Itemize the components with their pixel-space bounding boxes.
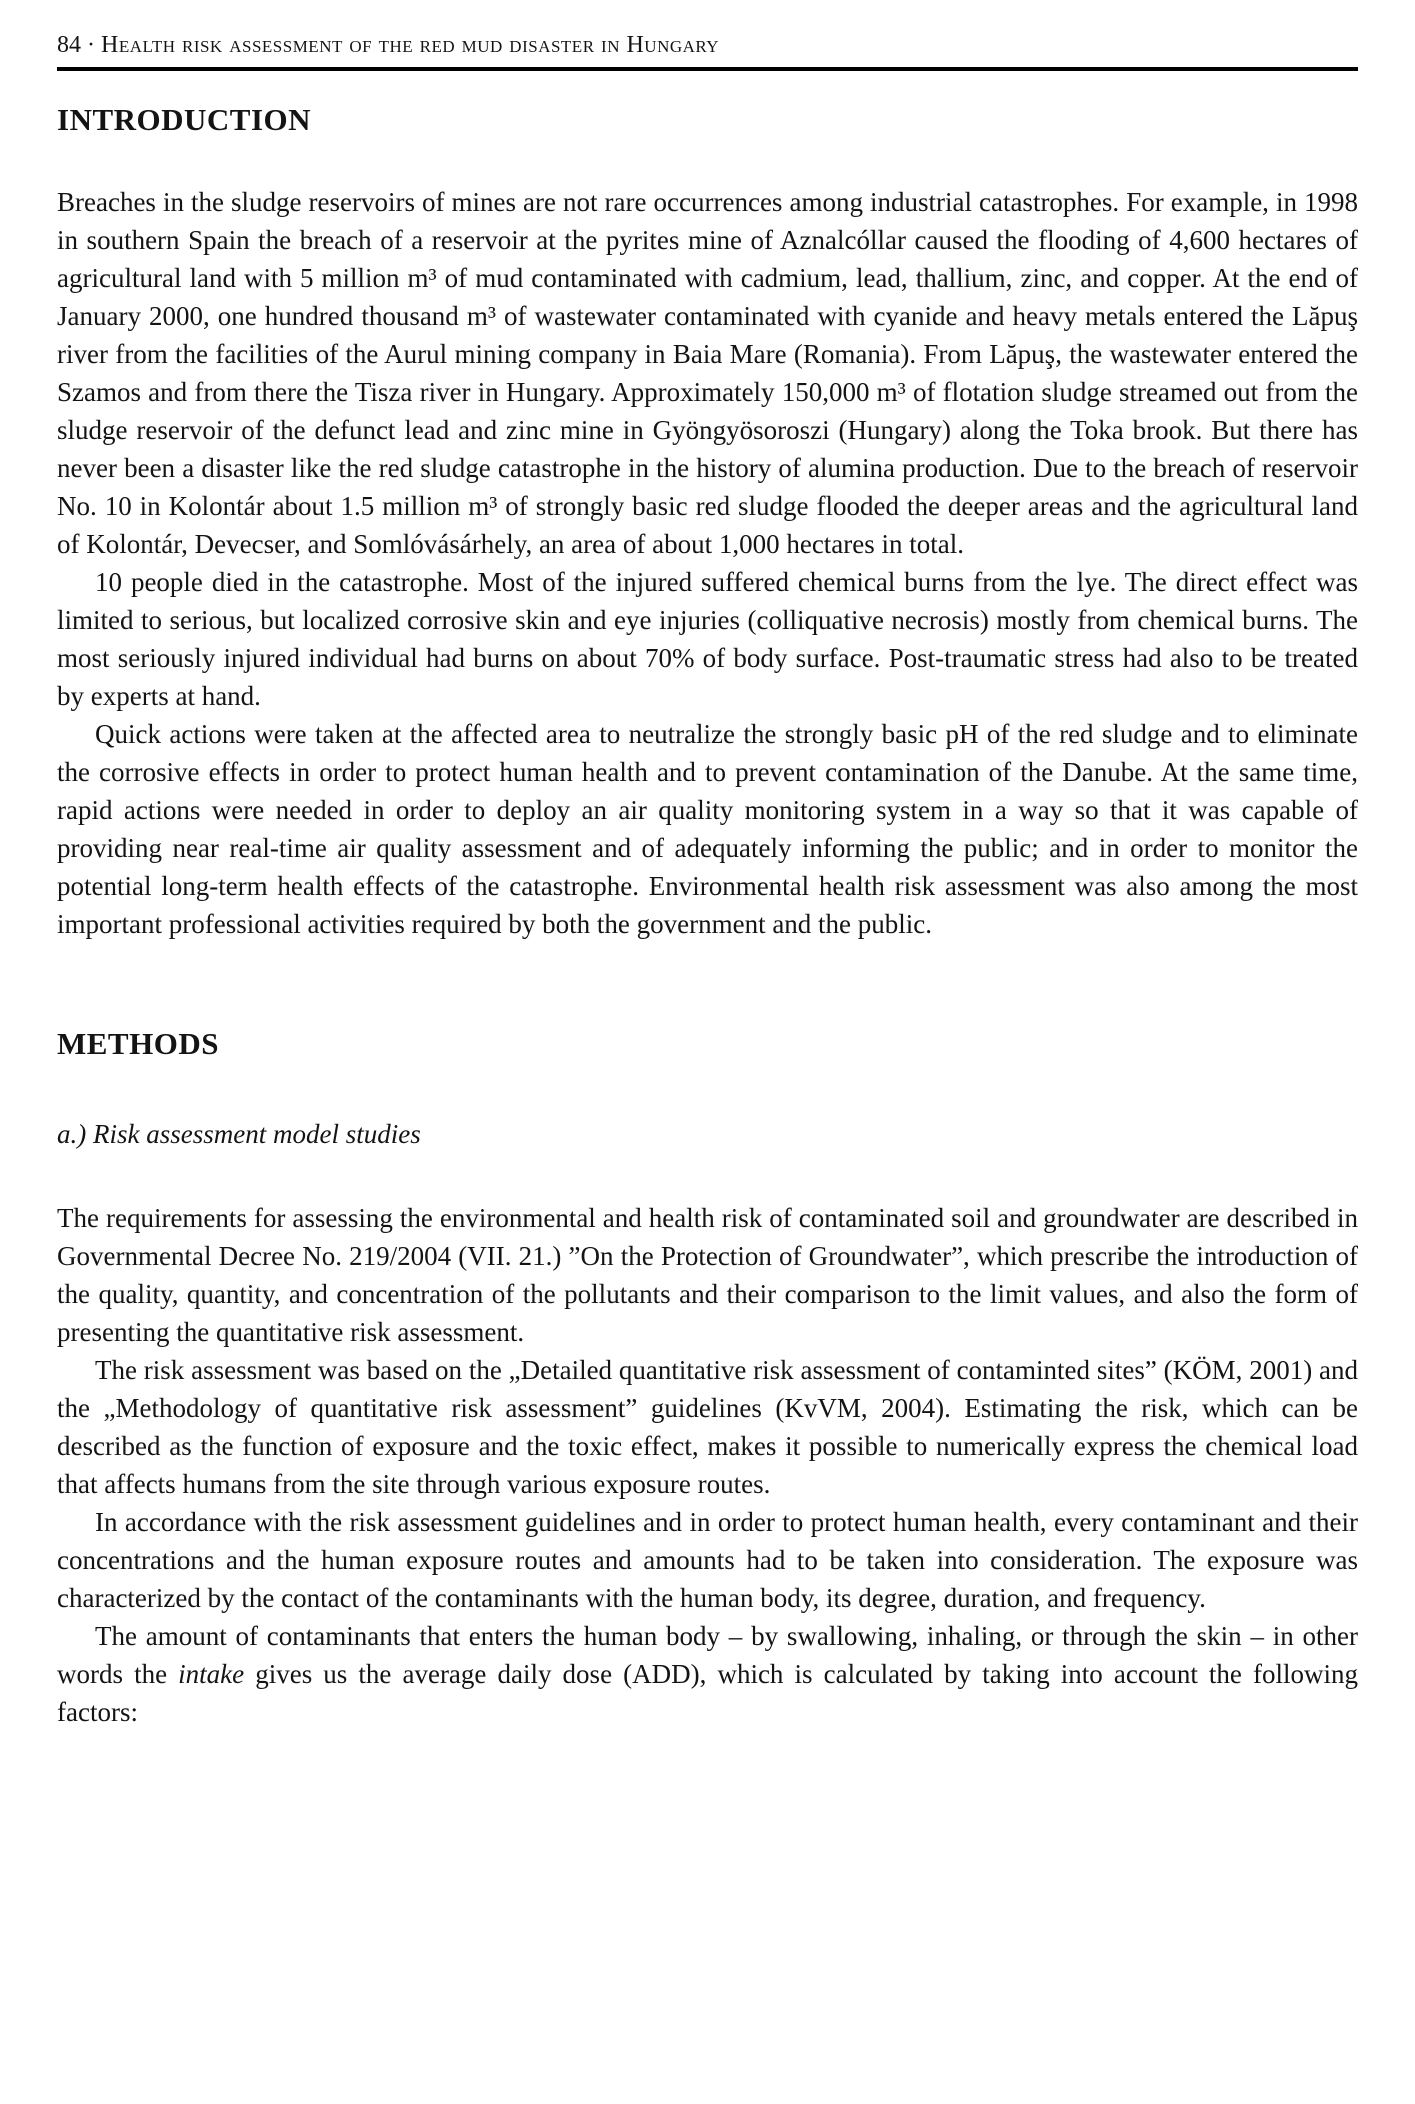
closing-paragraph-lead: The amount of contaminants that enters the human body – by swallowing, inhaling, or through the skin – in other words the — [57, 1621, 1358, 1689]
methods-paragraph-2: The risk assessment was based on the „Detailed quantitative risk assessment of contaminted sites” (KÖM, 2001) and the „Methodology of quantitative risk assessment” guidelines (KvVM, 2004). Estimating the risk, which can be described as the function of exposure and the toxic effect, makes it possible to numerically express the chemical load that affects humans from the site through various exposure routes. — [57, 1355, 1358, 1499]
introduction-paragraph-1: Breaches in the sludge reservoirs of mines are not rare occurrences among industrial catastrophes. For example, in 1998 in southern Spain the breach of a reservoir at the pyrites mine of Aznalcóllar caused the flooding of 4,600 hectares of agricultural land with 5 million m³ of mud contaminated with cadmium, lead, thallium, zinc, and copper. At the end of January 2000, one hundred thousand m³ of wastewater contaminated with cyanide and heavy metals entered the Lăpuş river from the facilities of the Aurul mining company in Baia Mare (Romania). From Lăpuş, the wastewater entered the Szamos and from there the Tisza river in Hungary. Approximately 150,000 m³ of flotation sludge streamed out from the sludge reservoir of the defunct lead and zinc mine in Gyöngyösoroszi (Hungary) along the Toka brook. But there has never been a disaster like the red sludge catastrophe in the history of alumina production. Due to the breach of reservoir No. 10 in Kolontár about 1.5 million m³ of strongly basic red sludge flooded the deeper areas and the agricultural land of Kolontár, Devecser, and Somlóvásárhely, an area of about 1,000 hectares in total. — [57, 187, 1358, 559]
methods-paragraph-1: The requirements for assessing the environmental and health risk of contaminated soil and groundwater are described in Governmental Decree No. 219/2004 (VII. 21.) ”On the Protection of Groundwater”, which prescribe the introduction of the quality, quantity, and concentration of the pollutants and their comparison to the limit values, and also the form of presenting the quantitative risk assessment. — [57, 1203, 1358, 1347]
running-title: Health risk assessment of the red mud disaster in Hungary — [101, 32, 720, 58]
page-number: 84 — [57, 32, 81, 58]
page-header — [57, 30, 1358, 71]
introduction-paragraph-3: Quick actions were taken at the affected area to neutralize the strongly basic pH of the red sludge and to eliminate the corrosive effects in order to protect human health and to prevent contamination of the Danube. At the same time, rapid actions were needed in order to deploy an air quality monitoring system in a way so that it was capable of providing near real-time air quality assessment and of adequately informing the public; and in order to monitor the potential long-term health effects of the catastrophe. Environmental health risk assessment was also among the most important professional activities required by both the government and the public. — [57, 719, 1358, 939]
methods-paragraph-3: In accordance with the risk assessment guidelines and in order to protect human health, every contaminant and their concentrations and the human exposure routes and amounts had to be taken into consideration. The exposure was characterized by the contact of the contaminants with the human body, its degree, duration, and frequency. — [57, 1507, 1358, 1613]
running-head — [57, 30, 1358, 60]
methods-heading: METHODS — [57, 1026, 219, 1061]
section-introduction — [57, 103, 1358, 943]
intake-term-italic: intake — [178, 1659, 245, 1689]
header-rule — [57, 67, 1358, 71]
introduction-heading: INTRODUCTION — [57, 102, 312, 137]
introduction-paragraph-2: 10 people died in the catastrophe. Most of the injured suffered chemical burns from the lye. The direct effect was limited to serious, but localized corrosive skin and eye injuries (colliquative necrosis) mostly from chemical burns. The most seriously injured individual had burns on about 70% of body surface. Post-traumatic stress had also to be treated by experts at hand. — [57, 567, 1358, 711]
methods-subheading: a.) Risk assessment model studies — [57, 1119, 421, 1149]
section-methods — [57, 1027, 1358, 1731]
methods-paragraph-4 — [57, 1617, 1358, 1731]
dot-separator: · — [87, 32, 95, 58]
closing-paragraph-tail: gives us the average daily dose (ADD), which is calculated by taking into account the following factors: — [57, 1659, 1358, 1727]
